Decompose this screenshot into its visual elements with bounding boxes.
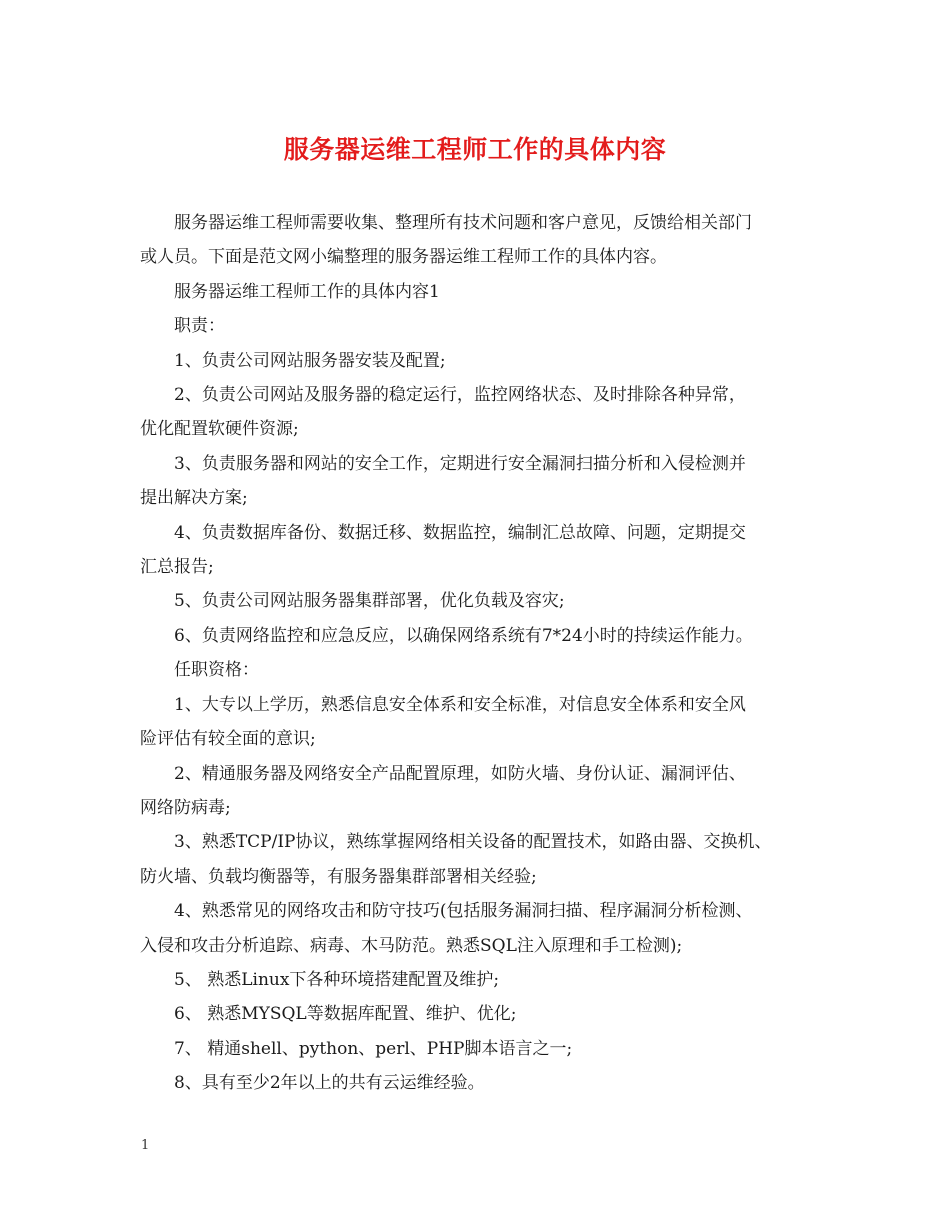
list-item: 8、具有至少2年以上的共有云运维经验。: [174, 1073, 485, 1094]
list-item-continuation: 入侵和攻击分析追踪、病毒、木马防范。熟悉SQL注入原理和手工检测);: [140, 935, 683, 956]
page-number: 1: [141, 1138, 150, 1153]
list-item: 5、负责公司网站服务器集群部署，优化负载及容灾;: [174, 591, 565, 612]
subheading-duties: 职责：: [174, 316, 225, 337]
document-title: 服务器运维工程师工作的具体内容: [283, 135, 667, 164]
list-item: 2、负责公司网站及服务器的稳定运行，监控网络状态、及时排除各种异常，: [174, 385, 746, 406]
list-item: 3、负责服务器和网站的安全工作，定期进行安全漏洞扫描分析和入侵检测并: [174, 453, 746, 474]
section-heading: 服务器运维工程师工作的具体内容1: [174, 281, 440, 302]
list-item: 4、负责数据库备份、数据迁移、数据监控，编制汇总故障、问题，定期提交: [174, 522, 746, 543]
list-item: 7、 精通shell、python、perl、PHP脚本语言之一;: [174, 1038, 573, 1059]
list-item: 4、熟悉常见的网络攻击和防守技巧(包括服务漏洞扫描、程序漏洞分析检测、: [174, 901, 753, 922]
list-item: 2、精通服务器及网络安全产品配置原理，如防火墙、身份认证、漏洞评估、: [174, 763, 746, 784]
list-item-continuation: 优化配置软硬件资源;: [140, 419, 299, 440]
list-item: 3、熟悉TCP/IP协议，熟练掌握网络相关设备的配置技术，如路由器、交换机、: [174, 832, 772, 853]
subheading-qualifications: 任职资格：: [174, 660, 259, 681]
list-item-continuation: 网络防病毒;: [140, 797, 231, 818]
list-item: 1、大专以上学历，熟悉信息安全体系和安全标准，对信息安全体系和安全风: [174, 694, 746, 715]
list-item-continuation: 防火墙、负载均衡器等，有服务器集群部署相关经验;: [140, 866, 537, 887]
list-item-continuation: 提出解决方案;: [140, 488, 248, 509]
list-item: 6、 熟悉MYSQL等数据库配置、维护、优化;: [174, 1004, 517, 1025]
paragraph-line: 或人员。下面是范文网小编整理的服务器运维工程师工作的具体内容。: [140, 247, 667, 268]
document-body: [140, 206, 825, 1101]
list-item-continuation: 汇总报告;: [140, 557, 214, 578]
paragraph-line: 服务器运维工程师需要收集、整理所有技术问题和客户意见，反馈给相关部门: [174, 213, 752, 233]
list-item: 6、负责网络监控和应急反应，以确保网络系统有7*24小时的持续运作能力。: [174, 625, 753, 646]
list-item-continuation: 险评估有较全面的意识;: [140, 729, 316, 750]
list-item: 5、 熟悉Linux下各种环境搭建配置及维护;: [174, 969, 500, 990]
list-item: 1、负责公司网站服务器安装及配置;: [174, 350, 446, 371]
